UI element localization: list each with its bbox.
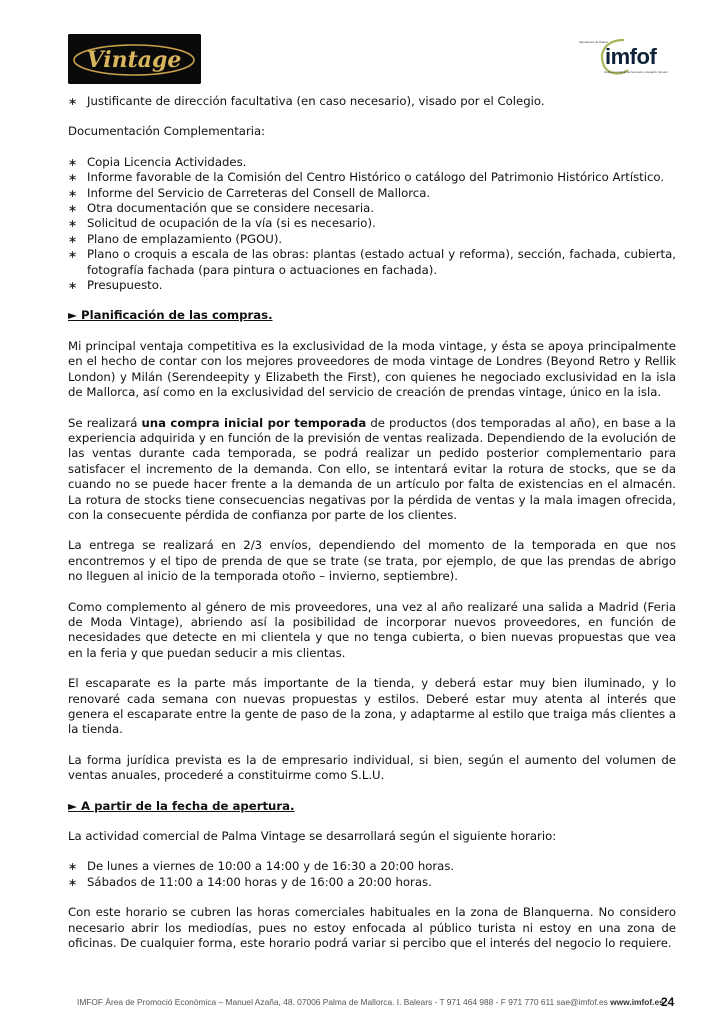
section-heading-purchases: ► Planificación de las compras. [68, 308, 273, 323]
imfof-sub-text: institut municipal de formació, ocupació i foment [604, 70, 668, 74]
list-item-text: Informe del Servicio de Carreteras del Consell de Mallorca. [87, 185, 431, 200]
paragraph [68, 416, 676, 524]
list-item-text: Solicitud de ocupación de la vía (si es necesario). [87, 216, 376, 231]
list-item-text: Plano o croquis a escala de las obras: plantas (estado actual y reforma), sección, fachada, cubierta, fotografía fachada (para pintura o actuaciones en fachada). [87, 247, 676, 277]
list-item-text: Otra documentación que se considere necesaria. [87, 201, 375, 216]
vintage-logo-graphic [68, 34, 201, 84]
paragraph: La forma jurídica prevista es la de empresario individual, si bien, según el aumento del volumen de ventas anuales, procederé a constituirme como S.L.U. [68, 752, 676, 783]
list-item [68, 155, 676, 170]
paragraph-text: de productos (dos temporadas al año), en base a la experiencia adquirida y en función de la previsión de ventas realizada. Dependiendo de la evolución de las ventas durante cada temporada, se podrá realizar un pedido posterior complementario para satisfacer el incremento de la demanda. Con ello, se intentará evitar la rotura de stocks, que se da cuando no se puede hacer frente a la demanda de un artículo por falta de existencias en el almacén. La rotura de stocks tiene consecuencias negativas por la pérdida de ventas y la mala imagen ofrecida, con la consecuente pérdida de confianza por parte de los clientes. [68, 415, 676, 522]
list-item [68, 875, 676, 890]
list-item-text: Justificante de dirección facultativa (en caso necesario), visado por el Colegio. [87, 94, 545, 108]
doc-comp-heading: Documentación Complementaria: [68, 124, 266, 139]
list-item-text: Presupuesto. [87, 278, 163, 293]
bullet-icon: ∗ [68, 95, 78, 108]
paragraph: El escaparate es la parte más importante de la tienda, y deberá estar muy bien iluminado, y lo renovaré cada semana con nuevas propuestas y estilos. Deberé estar muy atenta al interés que genera el escaparate entre la gente de paso de la zona, y adaptarme al estilo que traiga más clientes a la tienda. [68, 676, 677, 737]
bullet-icon: ∗ [68, 875, 78, 889]
paragraph: Mi principal ventaja competitiva es la exclusividad de la moda vintage, y ésta se apoya principalmente en el hecho de contar con los mejores proveedores de moda vintage de Londres (Beyond Retro y Rellik London) y Milán (Serendeepity y Elizabeth the First), con quienes he negociado exclusividad en la isla de Mallorca, así como en la exclusividad del servicio de creación de prendas vintage, único en la isla. [68, 338, 676, 400]
bullet-icon: ∗ [68, 202, 78, 216]
paragraph-text: Se realizará [68, 415, 142, 430]
list-item-text: Sábados de 11:00 a 14:00 horas y de 16:00 a 20:00 horas. [87, 874, 432, 889]
list-item [68, 186, 676, 201]
bullet-icon: ∗ [68, 232, 78, 246]
page-number: 24 [661, 995, 675, 1009]
schedule-list [68, 859, 676, 890]
list-item-text: Plano de emplazamiento (PGOU). [87, 231, 283, 246]
list-item [68, 247, 676, 278]
paragraph: Como complemento al género de mis proveedores, una vez al año realizaré una salida a Madrid (Feria de Moda Vintage), abriendo así la posibilidad de incorporar nuevos proveedores, en función de necesidades que detecte en mi clientela y que no tenga cubierta, o bien nuevas propuestas que vea en la feria y que puedan seducir a mis clientas. [68, 599, 676, 660]
footer-text: IMFOF Àrea de Promoció Econòmica – Manuel Azaña, 48. 07006 Palma de Mallorca. I. Balears - T 971 464 988 - F 971 770 611 sae@imfof.es [77, 997, 611, 1007]
vintage-logo-text: Vintage [86, 47, 182, 73]
list-item [68, 170, 676, 185]
bullet-icon: ∗ [68, 860, 78, 874]
list-item-text: De lunes a viernes de 10:00 a 14:00 y de 16:30 a 20:00 horas. [87, 859, 455, 874]
imfof-top-text: Ajuntament de Palma [579, 40, 608, 44]
paragraph-bold-text: una compra inicial por temporada [141, 415, 367, 430]
bullet-icon: ∗ [68, 171, 78, 185]
list-item [68, 201, 676, 216]
paragraph: La entrega se realizará en 2/3 envíos, dependiendo del momento de la temporada en que nos encontremos y el tipo de prenda de que se trate (se trata, por ejemplo, de que las prendas de abrigo no lleguen al inicio de la temporada otoño – invierno, septiembre). [68, 538, 676, 584]
vintage-logo [68, 34, 201, 84]
list-item [68, 216, 676, 231]
document-body [68, 94, 676, 951]
paragraph: Con este horario se cubren las horas comerciales habituales en la zona de Blanquerna. No considero necesario abrir los mediodías, pues no estoy enfocada al público turista ni estoy en una zona de oficinas. De cualquier forma, este horario podrá variar si percibo que el interés del negocio lo requiere. [68, 905, 676, 951]
footer-website-link[interactable]: www.imfof.es [610, 997, 664, 1007]
imfof-brand: imfof [605, 44, 657, 69]
bullet-icon: ∗ [68, 248, 78, 262]
list-item [68, 94, 676, 109]
doc-comp-list [68, 155, 676, 294]
bullet-icon: ∗ [68, 279, 78, 293]
section-heading-opening: ► A partir de la fecha de apertura. [68, 798, 295, 813]
imfof-logo [574, 36, 670, 80]
paragraph: La actividad comercial de Palma Vintage se desarrollará según el siguiente horario: [68, 829, 557, 844]
page-footer [77, 997, 664, 1007]
list-item [68, 278, 676, 293]
bullet-icon: ∗ [68, 217, 78, 231]
list-item [68, 232, 676, 247]
bullet-list-top [68, 94, 676, 109]
bullet-icon: ∗ [68, 186, 78, 200]
list-item-text: Informe favorable de la Comisión del Centro Histórico o catálogo del Patrimonio Histórico Artístico. [87, 170, 665, 185]
list-item-text: Copia Licencia Actividades. [87, 154, 247, 169]
bullet-icon: ∗ [68, 155, 78, 169]
list-item [68, 859, 676, 874]
